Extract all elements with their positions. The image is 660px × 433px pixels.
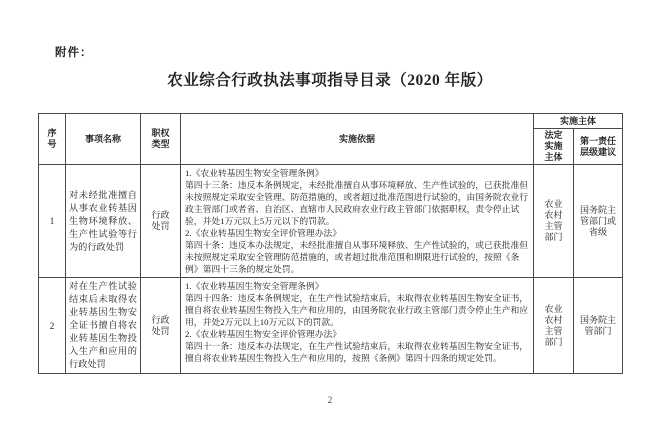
cell-legal-subject-label: 农业农村主管部门	[544, 303, 563, 347]
cell-level-suggestion-label: 国务院主管部门或省级	[579, 204, 616, 237]
cell-authority-type	[141, 278, 181, 374]
cell-legal-subject	[534, 165, 574, 278]
header-implementation-basis: 实施依据	[181, 114, 534, 165]
table-row	[39, 165, 623, 278]
header-authority-type-label: 职权类型	[151, 128, 170, 149]
header-authority-type	[141, 114, 181, 165]
cell-level-suggestion	[574, 278, 623, 374]
cell-level-suggestion	[574, 165, 623, 278]
cell-level-suggestion-label: 国务院主管部门	[579, 314, 616, 336]
catalog-table	[38, 113, 623, 374]
header-legal-subject-label: 法定实施主体	[544, 130, 563, 162]
cell-legal-subject-label: 农业农村主管部门	[544, 199, 563, 242]
header-seq	[39, 114, 66, 165]
page-number: 2	[327, 395, 333, 405]
cell-authority-type-label: 行政处罚	[151, 314, 170, 336]
header-row-top	[39, 114, 623, 129]
header-first-responsibility-level	[574, 129, 623, 165]
table-row	[39, 278, 623, 374]
header-implementation-subject: 实施主体	[534, 114, 623, 129]
cell-implementation-basis: 1.《农业转基因生物安全管理条例》 第四十三条：违反本条例规定，未经批准擅自从事环境释放、生产性试验的，已获批准但未按照规定采取安全管理、防范措施的，或者超过批准范围进行试验的，由国务院农业行政主管部门或者省、自治区、直辖市人民政府农业行政主管部门依据职权，责令停止试验，并处1万元以上5万元以下的罚款。 2.《农业转基因生物安全评价管理办法》 第四十条：违反本办法规定，未经批准擅自从事环境释放、生产性试验的，或已获批准但未按照规定采取安全管理防范措施的，或者超过批准范围和期限进行试验的，按照《条例》第四十三条的规定处罚。	[181, 165, 534, 278]
header-item-name: 事项名称	[66, 114, 141, 165]
header-legal-subject	[534, 129, 574, 165]
cell-authority-type-label: 行政处罚	[151, 210, 170, 231]
cell-legal-subject	[534, 278, 574, 374]
page-title: 农业综合行政执法事项指导目录（2020 年版）	[167, 72, 493, 89]
cell-authority-type	[141, 165, 181, 278]
cell-item-name: 对在生产性试验结束后未取得农业转基因生物安全证书擅自将农业转基因生物投入生产和应用的行政处罚	[66, 278, 141, 374]
cell-seq: 2	[39, 278, 66, 374]
header-first-responsibility-level-label: 第一责任层级建议	[579, 135, 616, 157]
cell-implementation-basis: 1.《农业转基因生物安全管理条例》 第四十四条：违反本条例规定，在生产性试验结束后，未取得农业转基因生物安全证书，擅自将农业转基因生物投入生产和应用的，由国务院农业行政主管部门责令停止生产和应用，并处2万元以上10万元以下的罚款。 2.《农业转基因生物安全评价管理办法》 第四十一条：违反本办法规定，在生产性试验结束后，未取得农业转基因生物安全证书，擅自将农业转基因生物投入生产和应用的，按照《条例》第四十四条的规定处罚。	[181, 278, 534, 374]
cell-item-name: 对未经批准擅自从事农业转基因生物环境释放、生产性试验等行为的行政处罚	[66, 165, 141, 278]
cell-seq: 1	[39, 165, 66, 278]
attachment-label: 附件：	[55, 47, 93, 59]
header-seq-label: 序号	[47, 128, 57, 149]
